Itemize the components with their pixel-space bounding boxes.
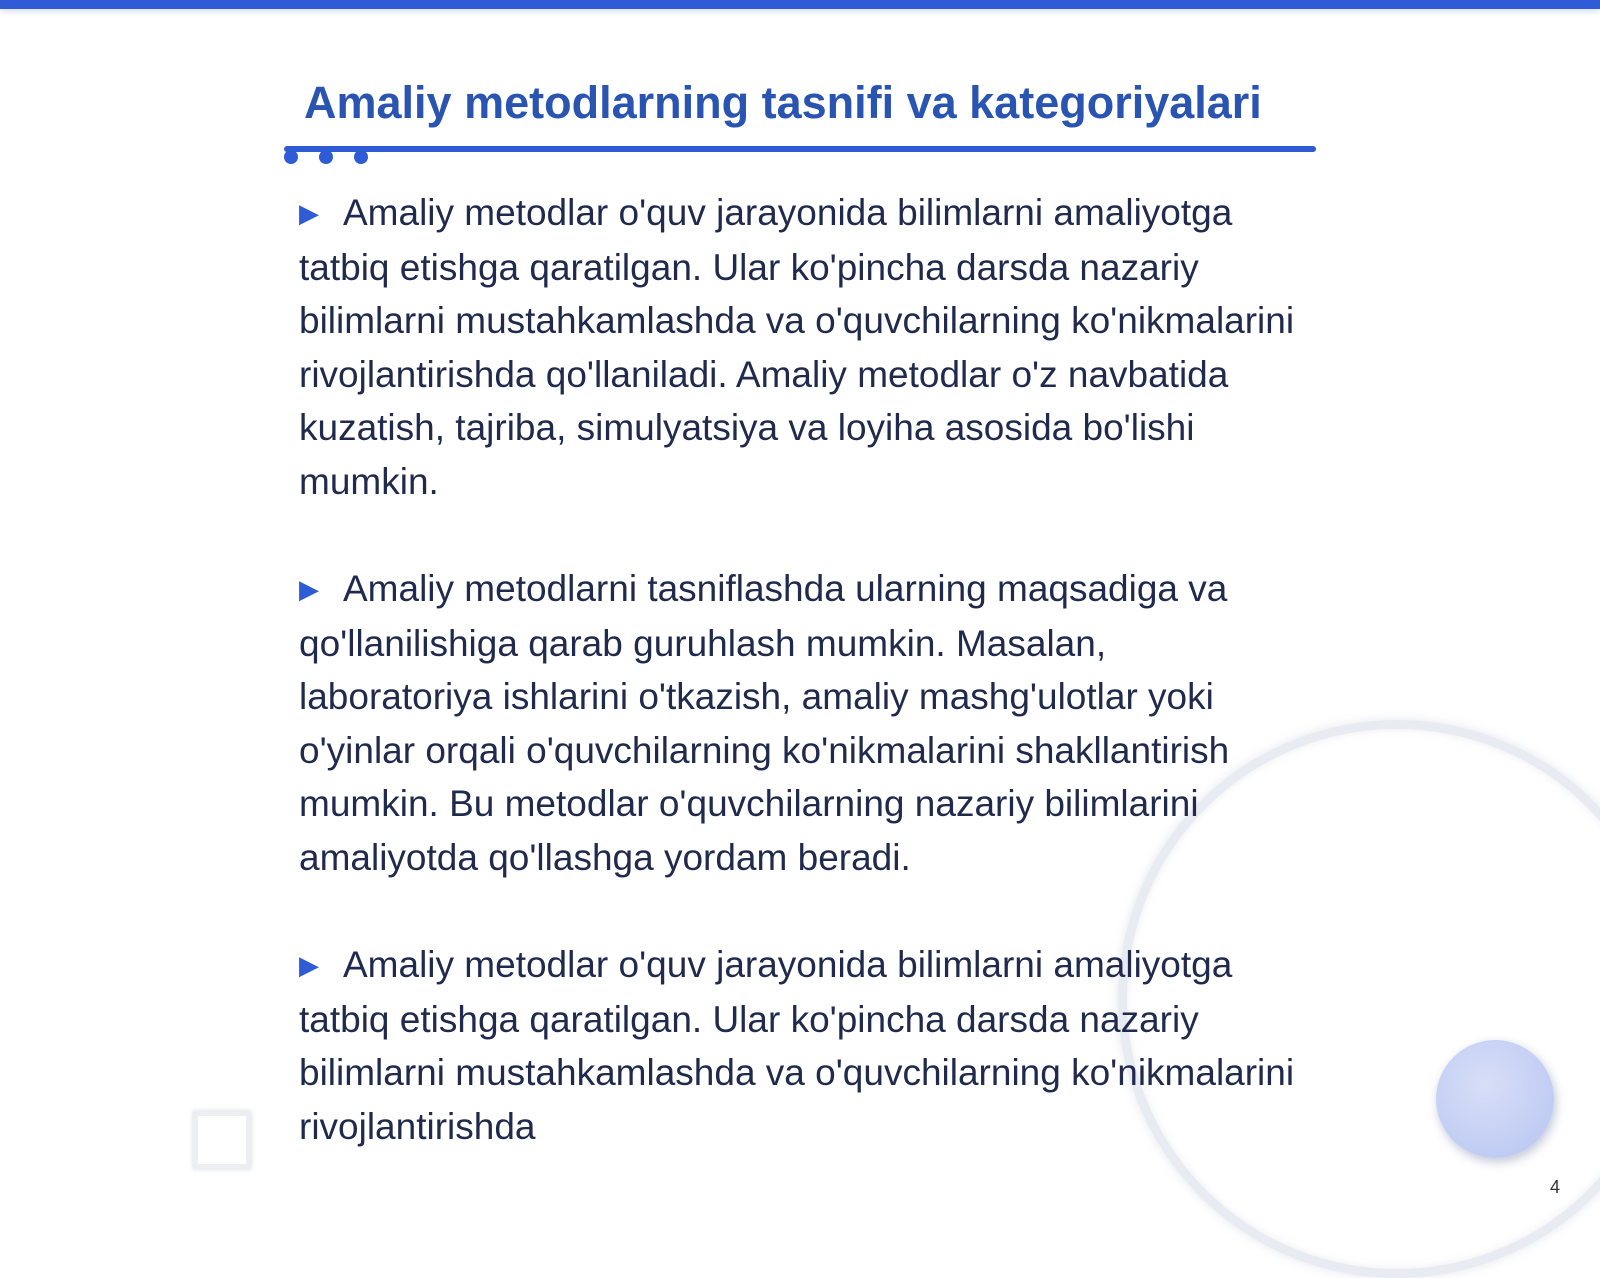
page-number: 4	[1550, 1177, 1561, 1197]
underline-dot	[319, 150, 333, 164]
triangle-right-icon: ▶	[299, 574, 319, 604]
bullet-item	[299, 938, 1309, 1153]
bullet-item	[299, 186, 1309, 508]
bullet-item	[299, 562, 1309, 884]
top-accent-bar	[0, 0, 1600, 9]
triangle-right-icon: ▶	[299, 950, 319, 980]
slide-title: Amaliy metodlarning tasnifi va kategoriyalari	[304, 77, 1262, 128]
underline-dot	[354, 150, 368, 164]
bullet-text: Amaliy metodlar o'quv jarayonida bilimlarni amaliyotga tatbiq etishga qaratilgan. Ular ko'pincha darsda nazariy bilimlarni mustahkamlashda va o'quvchilarning ko'nikmalarini rivojlantirishda qo'llaniladi. Amaliy metodlar o'z navbatida kuzatish, tajriba, simulyatsiya va loyiha asosida bo'lishi mumkin.	[299, 192, 1295, 502]
bullet-text: Amaliy metodlarni tasniflashda ularning maqsadiga va qo'llanilishiga qarab guruhlash mumkin. Masalan, laboratoriya ishlarini o'tkazish, amaliy mashg'ulotlar yoki o'yinlar orqali o'quvchilarning ko'nikmalarini shakllantirish mumkin. Bu metodlar o'quvchilarning nazariy bilimlarini amaliyotda qo'llashga yordam beradi.	[299, 568, 1230, 878]
bullet-text: Amaliy metodlar o'quv jarayonida bilimlarni amaliyotga tatbiq etishga qaratilgan. Ular ko'pincha darsda nazariy bilimlarni mustahkamlashda va o'quvchilarning ko'nikmalarini rivojlantirishda	[299, 944, 1295, 1147]
triangle-right-icon: ▶	[299, 198, 319, 228]
underline-dot	[284, 150, 298, 164]
bullet-list	[299, 186, 1309, 1207]
decorative-blue-circle	[1436, 1040, 1554, 1158]
title-underline	[284, 146, 1316, 152]
decorative-square	[192, 1110, 252, 1170]
